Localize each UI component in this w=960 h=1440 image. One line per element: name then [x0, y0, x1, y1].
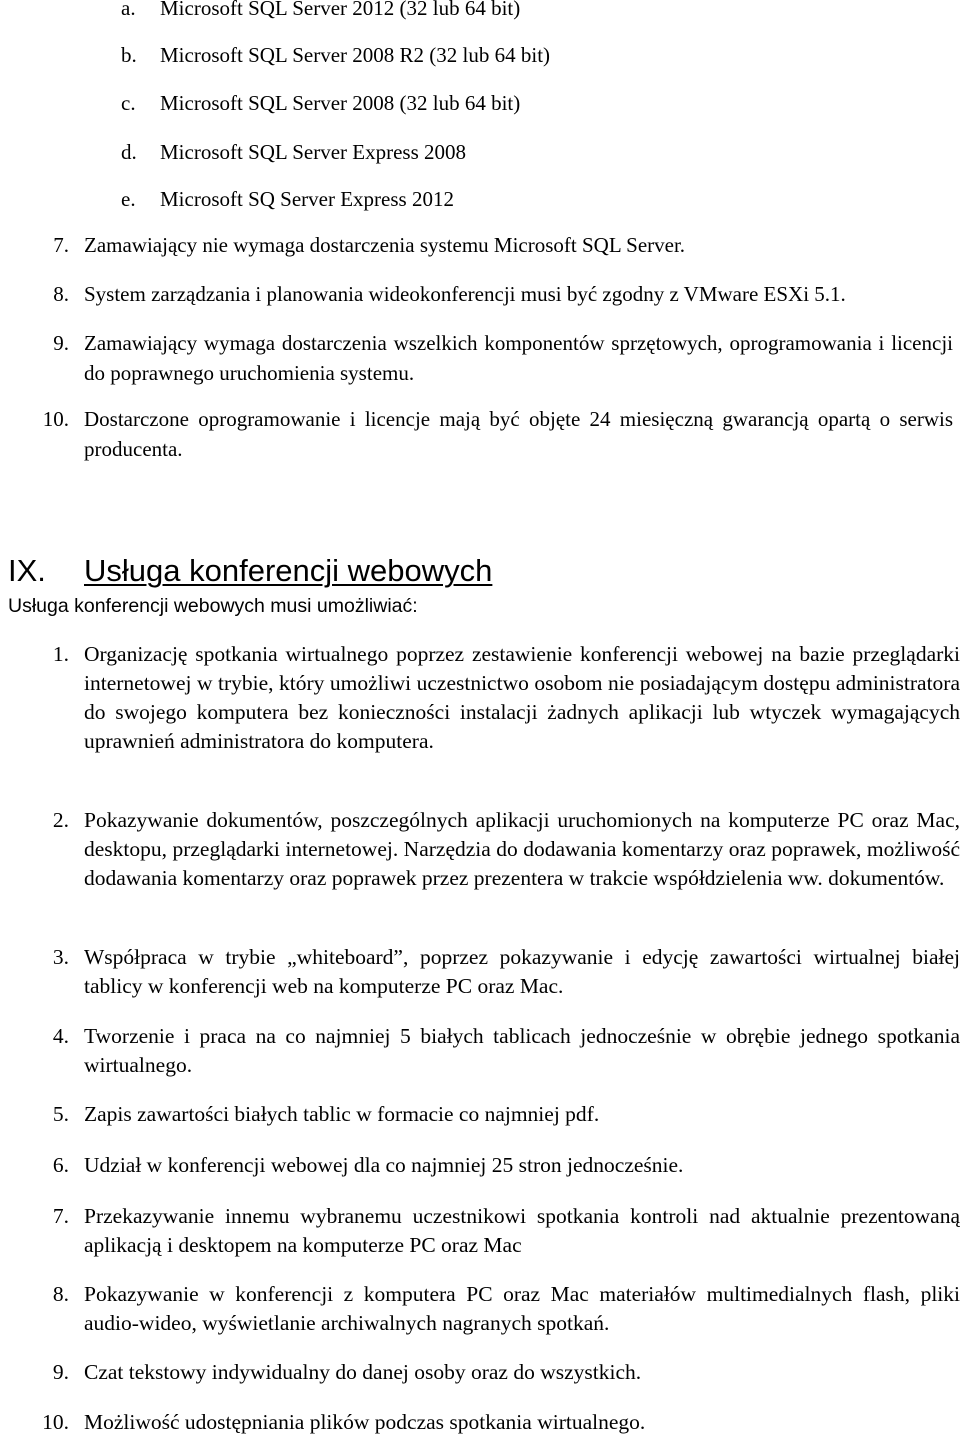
- list-number: 10.: [42, 1410, 69, 1434]
- list-marker: e.: [121, 187, 136, 211]
- list-number: 5.: [52, 1102, 69, 1126]
- list-marker: a.: [121, 0, 136, 20]
- list-number: 7.: [52, 1204, 69, 1228]
- list-item-text: Tworzenie i praca na co najmniej 5 białych tablicach jednocześnie w obrębie jednego spotkania wirtualnego.: [84, 1024, 960, 1077]
- list-item-text: Organizację spotkania wirtualnego poprzez zestawienie konferencji webowej na bazie przeglądarki internetowej w trybie, który umożliwi uczestnictwo osobom nie posiadającym dostępu administratora do swojego komputera bez konieczności instalacji żadnych aplikacji lub wtyczek wymagających uprawnień administratora do komputera.: [84, 642, 960, 753]
- list-number: 1.: [52, 642, 69, 666]
- list-item-text: Dostarczone oprogramowanie i licencje mają być objęte 24 miesięczną gwarancją opartą o serwis producenta.: [84, 407, 953, 461]
- section-number: IX.: [8, 553, 46, 588]
- list-item-text: Pokazywanie dokumentów, poszczególnych aplikacji uruchomionych na komputerze PC oraz Mac, desktopu, przeglądarki internetowej. Narzędzia do dodawania komentarzy oraz poprawek, możliwość dodawania komentarzy oraz poprawek przez prezentera w trakcie współdzielenia ww. dokumentów.: [84, 808, 960, 890]
- list-item-text: Pokazywanie w konferencji z komputera PC oraz Mac materiałów multimedialnych flash, pliki audio-wideo, wyświetlanie archiwalnych nagranych spotkań.: [84, 1282, 960, 1335]
- list-item-text: Czat tekstowy indywidualny do danej osoby oraz do wszystkich.: [84, 1360, 642, 1384]
- list-marker: d.: [121, 140, 137, 164]
- list-number: 6.: [52, 1153, 69, 1177]
- list-item-text: Microsoft SQL Server 2012 (32 lub 64 bit): [160, 0, 521, 20]
- list-item-text: Udział w konferencji webowej dla co najmniej 25 stron jednocześnie.: [84, 1153, 684, 1177]
- list-item-text: Możliwość udostępniania plików podczas spotkania wirtualnego.: [84, 1410, 646, 1434]
- list-number: 9.: [52, 1360, 69, 1384]
- list-item-text: Zamawiający wymaga dostarczenia wszelkich komponentów sprzętowych, oprogramowania i licencji do poprawnego uruchomienia systemu.: [84, 331, 953, 385]
- section-title: Usługa konferencji webowych: [84, 553, 493, 588]
- list-item-text: Zamawiający nie wymaga dostarczenia systemu Microsoft SQL Server.: [84, 233, 686, 257]
- list-marker: c.: [121, 91, 136, 115]
- section-heading: [8, 552, 492, 590]
- list-item-text: Przekazywanie innemu wybranemu uczestnikowi spotkania kontroli nad aktualnie prezentowaną aplikacją i desktopem na komputerze PC oraz Mac: [84, 1204, 960, 1257]
- list-number: 4.: [52, 1024, 69, 1048]
- list-number: 7.: [53, 233, 69, 257]
- list-item-text: System zarządzania i planowania wideokonferencji musi być zgodny z VMware ESXi 5.1.: [84, 282, 846, 306]
- list-number: 8.: [52, 1282, 69, 1306]
- list-number: 10.: [42, 407, 69, 431]
- list-item-text: Współpraca w trybie „whiteboard”, poprzez pokazywanie i edycję zawartości wirtualnej białej tablicy w konferencji web na komputerze PC oraz Mac.: [84, 945, 960, 998]
- list-item-text: Microsoft SQL Server Express 2008: [160, 140, 467, 164]
- list-item-text: Microsoft SQL Server 2008 R2 (32 lub 64 bit): [160, 43, 551, 67]
- list-item-text: Microsoft SQL Server 2008 (32 lub 64 bit): [160, 91, 521, 115]
- list-number: 9.: [53, 331, 69, 355]
- list-marker: b.: [121, 43, 137, 67]
- list-number: 3.: [52, 945, 69, 969]
- list-number: 8.: [53, 282, 69, 306]
- section-intro: Usługa konferencji webowych musi umożliwiać:: [8, 595, 418, 617]
- list-number: 2.: [52, 808, 69, 832]
- list-item-text: Zapis zawartości białych tablic w formacie co najmniej pdf.: [84, 1102, 600, 1126]
- list-item-text: Microsoft SQ Server Express 2012: [160, 187, 454, 211]
